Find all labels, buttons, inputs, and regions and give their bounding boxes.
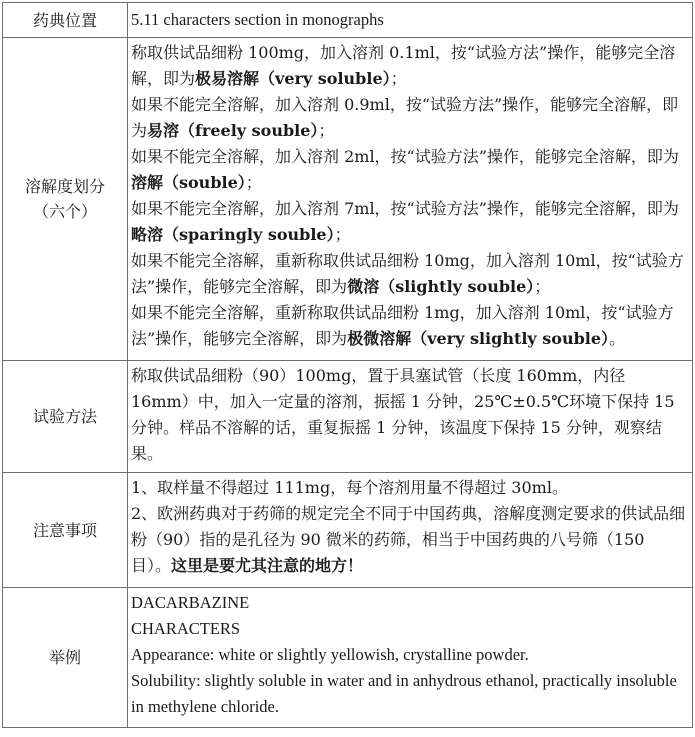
example-line: CHARACTERS [131, 619, 241, 638]
pharmacopoeia-table [2, 2, 693, 728]
row-location [3, 3, 693, 38]
solubility-term: 极易溶解（very soluble） [195, 69, 391, 88]
solubility-item: 如果不能完全溶解，重新称取供试品细粉 10mg，加入溶剂 10ml，按“试验方法”操作，能够完全溶解，即为微溶（slightly souble）； [131, 251, 684, 296]
row-example [3, 588, 693, 728]
solubility-item: 如果不能完全溶解，加入溶剂 2ml，按“试验方法”操作，能够完全溶解，即为溶解（souble）； [131, 147, 679, 192]
row-solubility [3, 38, 693, 361]
label-solubility [3, 38, 128, 361]
solubility-item: 如果不能完全溶解，加入溶剂 0.9ml，按“试验方法”操作，能够完全溶解，即为易溶（freely souble）； [131, 95, 679, 140]
solubility-item: 称取供试品细粉 100mg，加入溶剂 0.1ml，按“试验方法”操作，能够完全溶解，即为极易溶解（very soluble）； [131, 43, 676, 88]
solubility-term: 极微溶解（very slightly souble） [347, 329, 610, 348]
example-line: Solubility: slightly soluble in water and in anhydrous ethanol, practically insoluble in methylene chloride. [131, 671, 677, 716]
example-line: Appearance: white or slightly yellowish, crystalline powder. [131, 645, 529, 664]
note-1: 1、取样量不得超过 111mg，每个溶剂用量不得超过 30ml。 [131, 478, 568, 497]
label-location: 药典位置 [3, 3, 128, 38]
note-2-emphasis: 这里是要尤其注意的地方！ [171, 556, 364, 575]
solubility-classes [128, 38, 693, 361]
method-text: 称取供试品细粉（90）100mg，置于具塞试管（长度 160mm，内径 16mm）中，加入一定量的溶剂，振摇 1 分钟，25℃±0.5℃环境下保持 15 分钟。样品不溶解的话，重复振摇 1 分钟，该温度下保持 15 分钟，观察结果。 [128, 361, 693, 473]
solubility-term: 溶解（souble） [131, 173, 246, 192]
label-notes: 注意事项 [3, 473, 128, 588]
solubility-term: 易溶（freely souble） [147, 121, 319, 140]
example-text [128, 588, 693, 728]
document [2, 2, 693, 728]
solubility-term: 略溶（sparingly souble） [131, 225, 335, 244]
label-method: 试验方法 [3, 361, 128, 473]
row-method [3, 361, 693, 473]
label-example: 举例 [3, 588, 128, 728]
notes-text [128, 473, 693, 588]
location-value: 5.11 characters section in monographs [131, 10, 384, 29]
note-2: 2、欧洲药典对于药筛的规定完全不同于中国药典，溶解度测定要求的供试品细粉（90）指的是孔径为 90 微米的药筛，相当于中国药典的八号筛（150 目）。这里是要尤其注意的地方！ [131, 504, 686, 575]
solubility-item: 如果不能完全溶解，重新称取供试品细粉 1mg，加入溶剂 10ml，按“试验方法”操作，能够完全溶解，即为极微溶解（very slightly souble）。 [131, 303, 674, 348]
label-solubility-line1: 溶解度划分 [24, 177, 105, 196]
solubility-term: 微溶（slightly souble） [347, 277, 535, 296]
label-solubility-line2: （六个） [32, 202, 97, 221]
example-line: DACARBAZINE [131, 593, 250, 612]
row-notes [3, 473, 693, 588]
solubility-item: 如果不能完全溶解，加入溶剂 7ml，按“试验方法”操作，能够完全溶解，即为略溶（sparingly souble）； [131, 199, 679, 244]
